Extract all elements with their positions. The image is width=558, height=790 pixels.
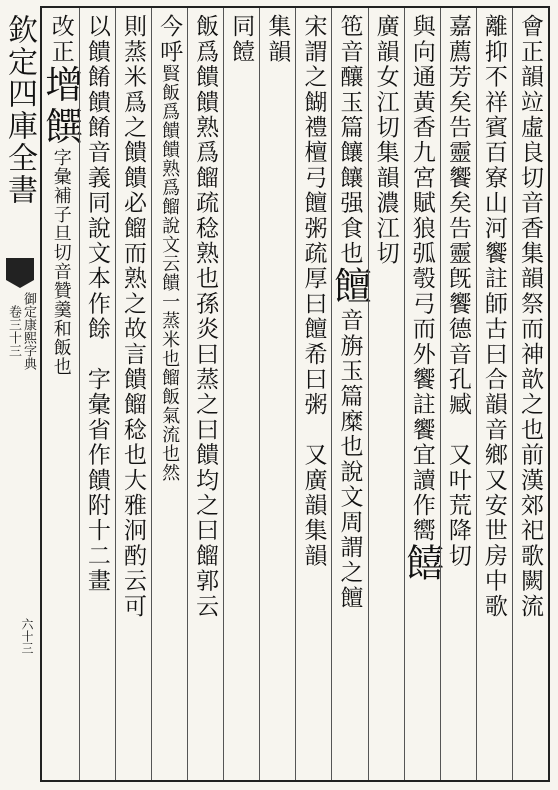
text-columns bbox=[38, 8, 548, 780]
text-column: 飯爲饋饋熟爲餾疏稔熟也孫炎曰蒸之曰饋均之曰餾郭云 bbox=[187, 8, 223, 780]
fish-tail-mark bbox=[6, 258, 34, 280]
text-column bbox=[115, 8, 151, 780]
col-text: 改正 bbox=[47, 14, 74, 65]
col-text: 賢飯爲饋饋熟爲餾說文云饋一蒸米也餾飯氣流也然 bbox=[159, 64, 181, 483]
page-number: 六十三 bbox=[20, 618, 34, 654]
headword: 饎 bbox=[399, 543, 444, 586]
headword: 增饌 bbox=[38, 64, 83, 149]
text-column: 離抑不祥賓百寮山河饗註師古曰合韻音鄉又安世房中歌 bbox=[476, 8, 512, 780]
book-title: 欽定四庫全書 bbox=[2, 14, 37, 206]
text-column: 廣韻女江切集韻濃江切 bbox=[368, 8, 404, 780]
text-column bbox=[38, 8, 83, 780]
text-column bbox=[399, 8, 444, 780]
col-text: 竾音釀玉篇饟饟强食也 bbox=[336, 14, 363, 266]
col-text: 與向通黃香九宮賦狼弧彀弓而外饗註饗宜讀作嚮 bbox=[408, 14, 435, 544]
spine-label bbox=[6, 292, 36, 370]
text-column: 嘉薦芳矣告靈饗矣告靈旣饗德音孔臧 又叶荒降切 bbox=[440, 8, 476, 780]
col-text: 今呼 bbox=[156, 14, 183, 65]
spine-volume: 卷三十三 bbox=[6, 305, 21, 357]
col-text: 字彙補子旦切音贊羹和飯也 bbox=[50, 148, 72, 377]
text-column bbox=[151, 8, 187, 780]
col-text: 宋謂之餬禮檀弓饘粥疏厚曰饘希曰粥 又廣韻集韻 bbox=[300, 14, 327, 569]
headword: 饘 bbox=[327, 266, 372, 308]
text-column: 同饐 bbox=[223, 8, 259, 780]
spine-book: 御定康熙字典 bbox=[21, 292, 36, 370]
text-column: 以饋餚饋餚音義同說文本作餘 字彙省作饋附十二畫 bbox=[79, 8, 115, 780]
text-column bbox=[327, 8, 372, 780]
text-column bbox=[295, 8, 331, 780]
text-column: 會正韻竝虛良切音香集韻祭而神歆之也前漢郊祀歌闕流 bbox=[512, 8, 548, 780]
text-column: 集韻 bbox=[259, 8, 295, 780]
col-text: 音旃玉篇糜也說文周謂之饘 bbox=[336, 308, 363, 611]
col-text: 則蒸米爲之饋饋必餾而熟之故言饋餾稔也大雅泂酌云可 bbox=[119, 14, 146, 619]
